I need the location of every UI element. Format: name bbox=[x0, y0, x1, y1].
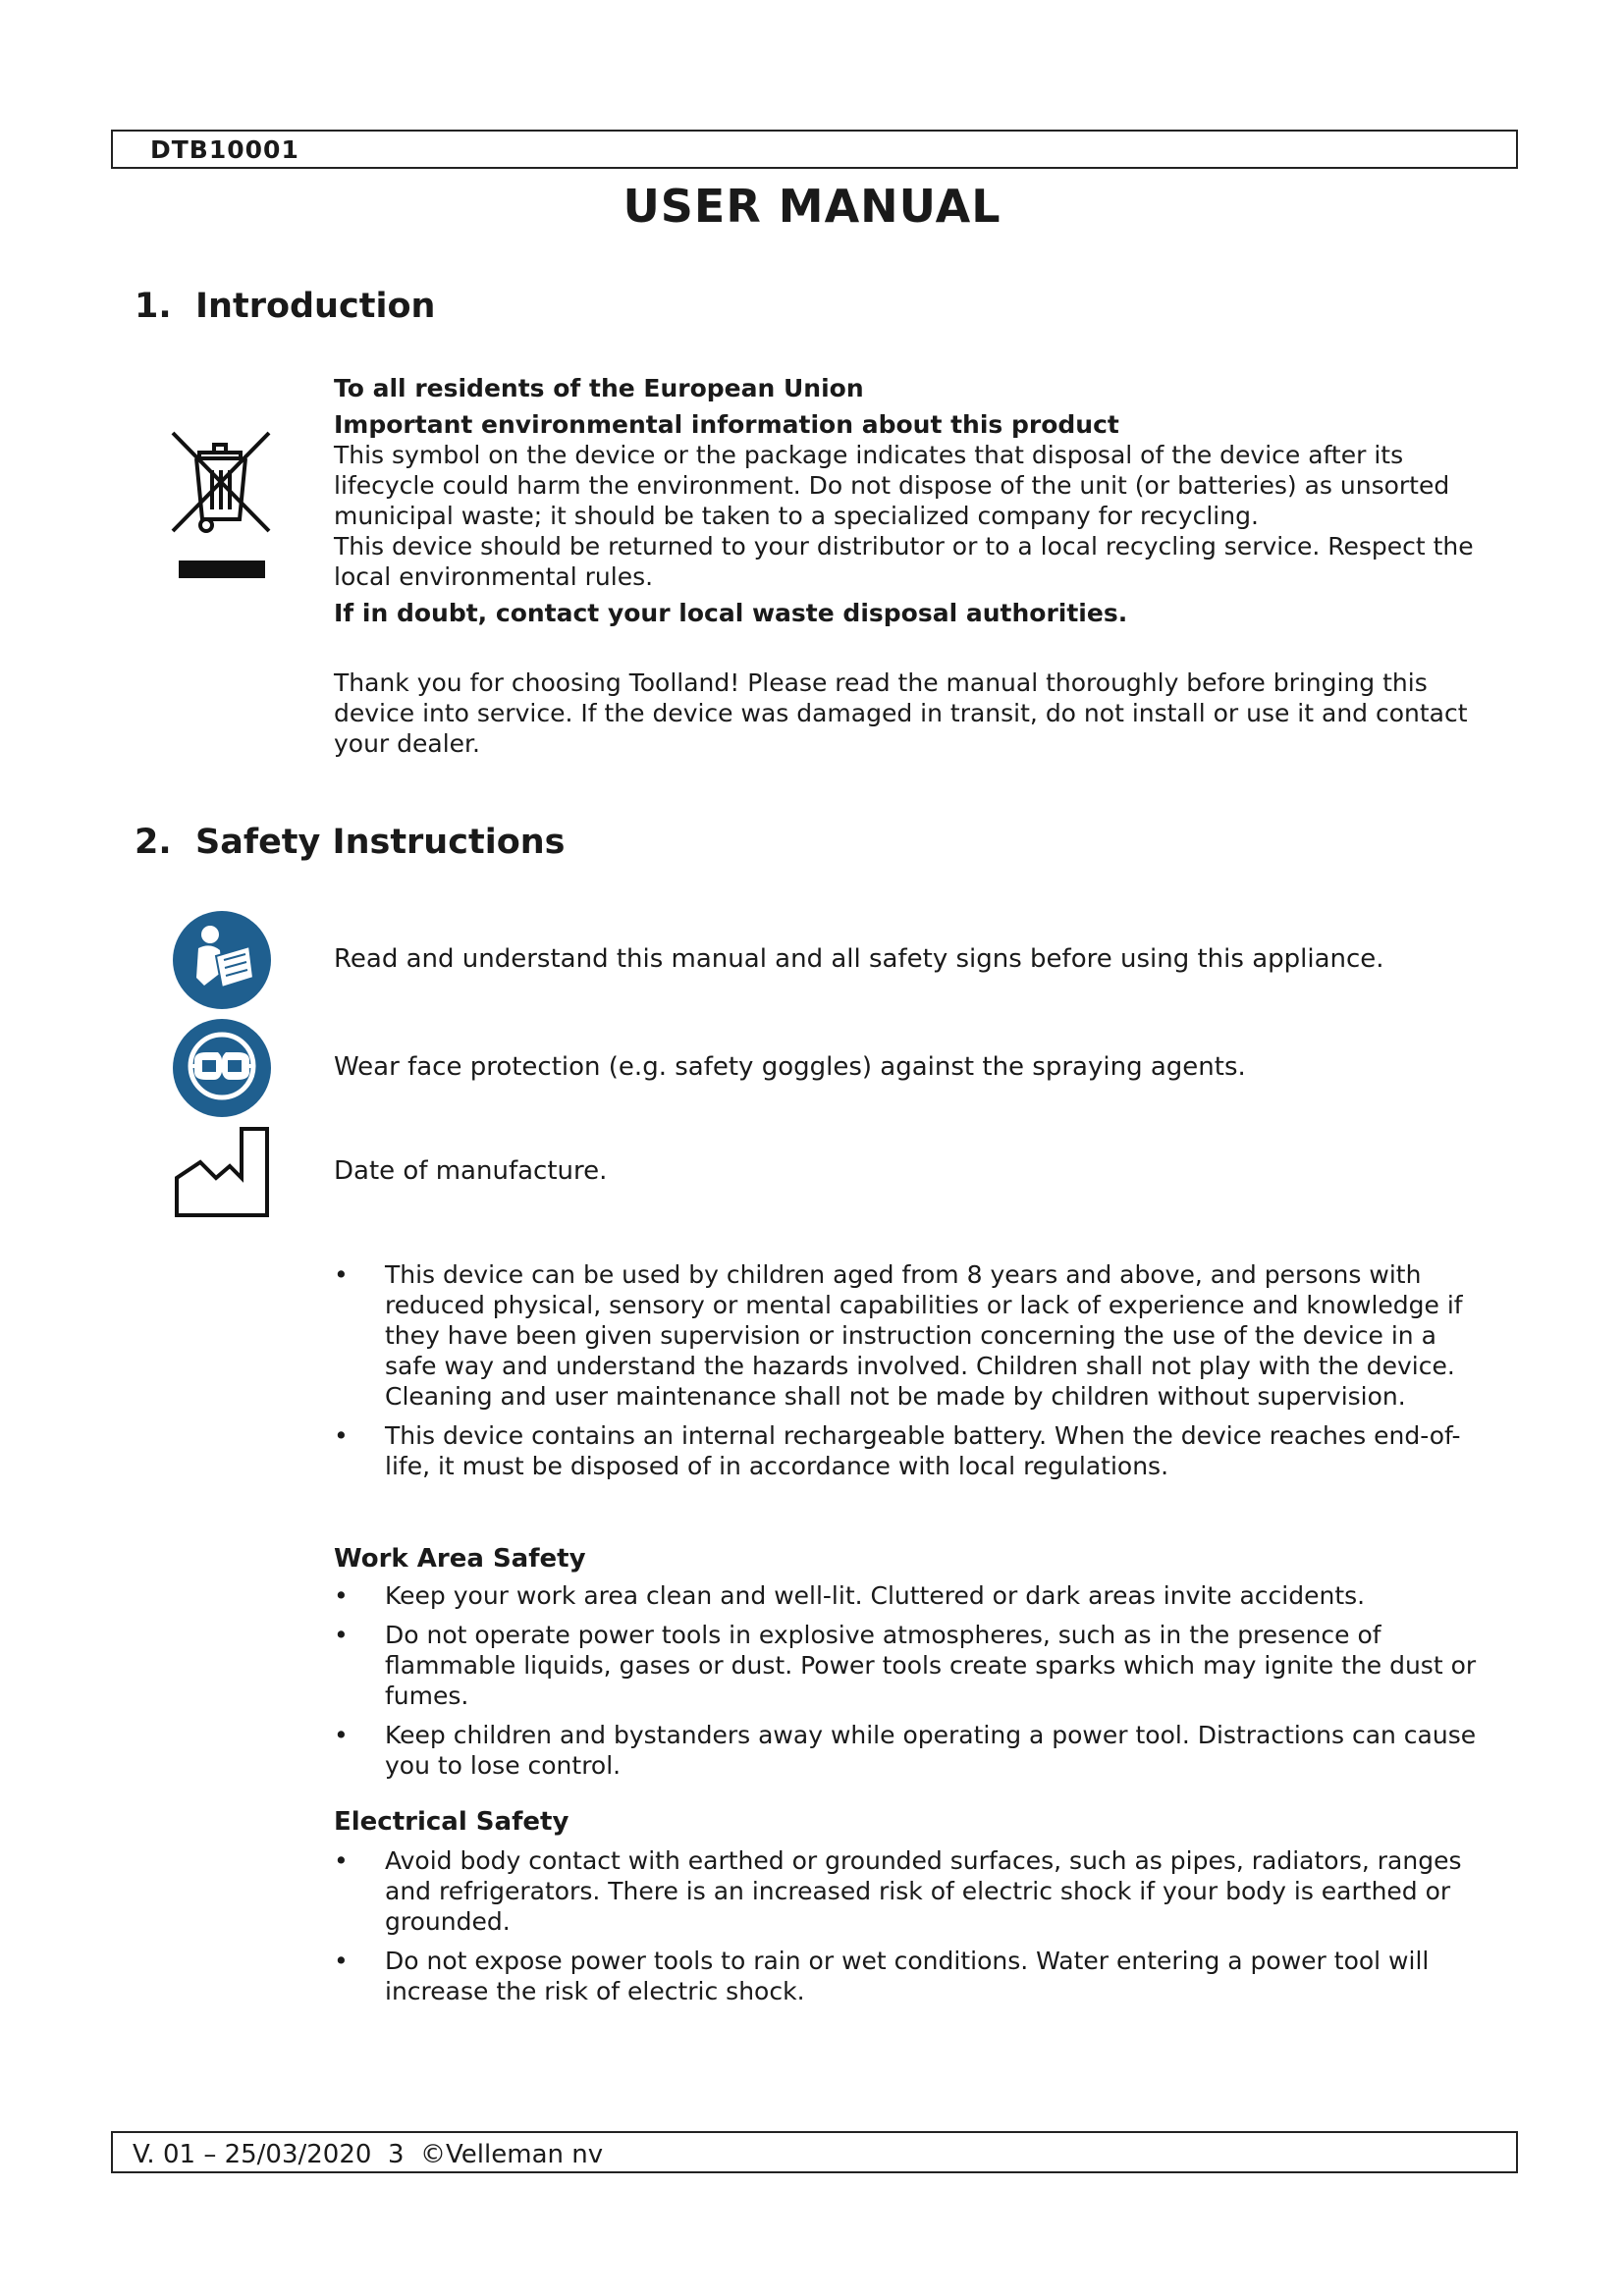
list-item: • This device contains an internal rechargeable battery. When the device reaches end-of-life, it must be disposed of in accordance with local regulations. bbox=[334, 1420, 1492, 1481]
crossed-bin-icon bbox=[167, 427, 277, 579]
goggles-icon bbox=[171, 1017, 273, 1119]
icon-row-text: Date of manufacture. bbox=[334, 1156, 608, 1186]
page-title: USER MANUAL bbox=[623, 180, 1001, 233]
icon-row-text: Wear face protection (e.g. safety goggles) against the spraying agents. bbox=[334, 1052, 1246, 1082]
manufacture-date-icon bbox=[173, 1125, 273, 1219]
section-heading-introduction: 1. Introduction bbox=[135, 287, 436, 326]
footer-box bbox=[111, 2131, 1518, 2173]
header-box bbox=[111, 130, 1518, 169]
footer-text: V. 01 – 25/03/2020 3 ©Velleman nv bbox=[133, 2140, 604, 2169]
model-number: DTB10001 bbox=[150, 135, 299, 164]
list-item: • Keep children and bystanders away while operating a power tool. Distractions can cause you to lose control. bbox=[334, 1720, 1492, 1781]
list-item: • Avoid body contact with earthed or grounded surfaces, such as pipes, radiators, ranges and refrigerators. There is an increased risk of electric shock if your body is earthed or grounded. bbox=[334, 1845, 1492, 1937]
read-manual-icon bbox=[171, 909, 273, 1011]
environmental-heading: Important environmental information about this product bbox=[334, 410, 1119, 439]
section-heading-safety: 2. Safety Instructions bbox=[135, 823, 566, 862]
electrical-list bbox=[334, 1845, 1492, 2015]
work-area-list bbox=[334, 1580, 1492, 1789]
return-paragraph: This device should be returned to your distributor or to a local recycling service. Respect the local environmental rules. bbox=[334, 532, 1474, 591]
intro-text-block bbox=[334, 373, 1492, 759]
list-item: • Do not operate power tools in explosive atmospheres, such as in the presence of flammable liquids, gases or dust. Power tools create sparks which may ignite the dust or fumes. bbox=[334, 1620, 1492, 1711]
doubt-notice: If in doubt, contact your local waste disposal authorities. bbox=[334, 599, 1128, 627]
thanks-paragraph: Thank you for choosing Toolland! Please read the manual thoroughly before bringing this device into service. If the device was damaged in transit, do not install or use it and contact your dealer. bbox=[334, 668, 1468, 758]
electrical-heading: Electrical Safety bbox=[334, 1807, 569, 1837]
icon-row-text: Read and understand this manual and all safety signs before using this appliance. bbox=[334, 944, 1384, 974]
list-item: • Keep your work area clean and well-lit. Cluttered or dark areas invite accidents. bbox=[334, 1580, 1492, 1611]
work-area-heading: Work Area Safety bbox=[334, 1544, 586, 1574]
list-item: • Do not expose power tools to rain or wet conditions. Water entering a power tool will increase the risk of electric shock. bbox=[334, 1946, 1492, 2006]
eu-heading: To all residents of the European Union bbox=[334, 374, 864, 402]
list-item: • This device can be used by children aged from 8 years and above, and persons with reduced physical, sensory or mental capabilities or lack of experience and knowledge if they have been given supervision or instruction concerning the use of the device in a safe way and understand the hazards involved. Children shall not play with the device. Cleaning and user maintenance shall not be made by children without supervision. bbox=[334, 1259, 1492, 1412]
general-safety-list bbox=[334, 1259, 1492, 1490]
disposal-paragraph: This symbol on the device or the package indicates that disposal of the device after its lifecycle could harm the environment. Do not dispose of the unit (or batteries) as unsorted municipal waste; it should be taken to a specialized company for recycling. bbox=[334, 441, 1450, 530]
